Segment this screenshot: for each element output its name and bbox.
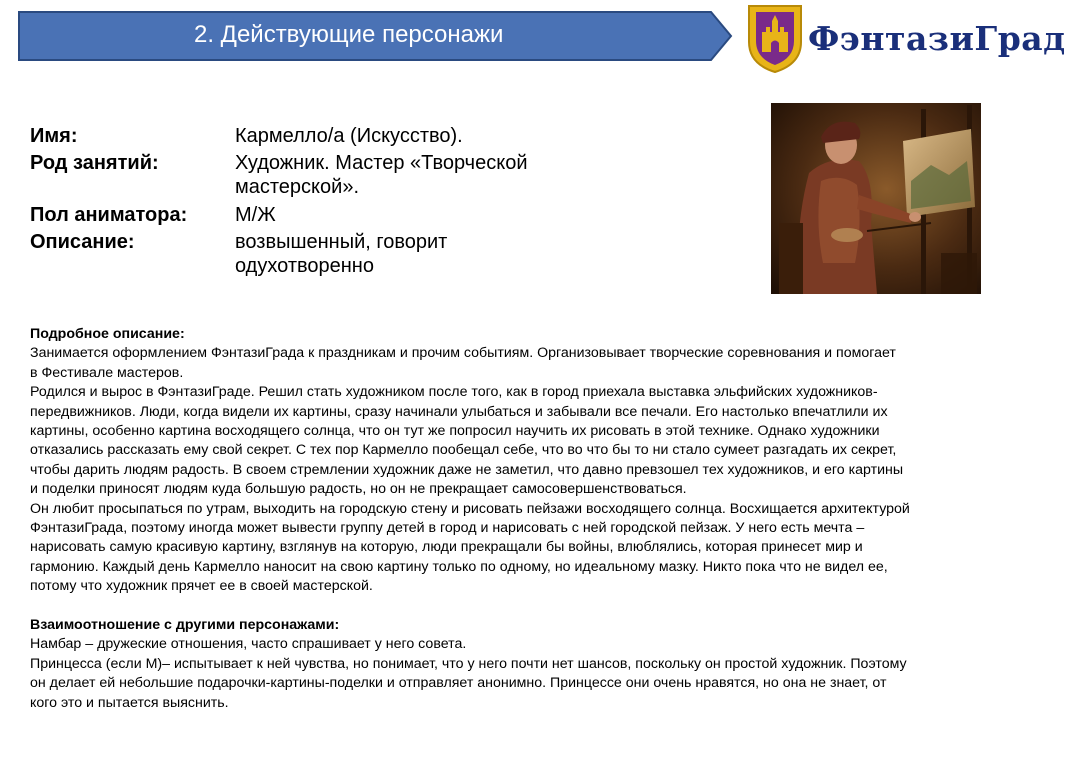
relations-line: Намбар – дружеские отношения, часто спрашивает у него совета. bbox=[30, 636, 467, 653]
details-line: и поделки приносят людям куда большую радость, но он не прекращает самосовершенствоваться. bbox=[30, 481, 687, 498]
name-label: Имя: bbox=[30, 125, 78, 147]
details-line: ФэнтазиГрада, поэтому иногда может вывести группу детей в город и нарисовать с ней городской пейзаж. У него есть мечта – bbox=[30, 520, 865, 537]
artist-painting-image bbox=[771, 103, 981, 294]
occupation-label: Род занятий: bbox=[30, 152, 159, 174]
relations-heading: Взаимоотношение с другими персонажами: bbox=[30, 617, 340, 634]
gender-label: Пол аниматора: bbox=[30, 204, 188, 226]
details-heading: Подробное описание: bbox=[30, 326, 185, 342]
logo-text: ФэнтазиГрад bbox=[808, 19, 1066, 58]
occupation-value-line2: мастерской». bbox=[235, 176, 360, 198]
details-line: передвижников. Люди, когда видели их картины, сразу начинали улыбаться и забывали все печали. Его настолько впечатлили их bbox=[30, 403, 888, 420]
details-line: гармонию. Каждый день Кармелло наносит на свою картину только по одному, но идеальному мазку. Никто пока что не видел ее, bbox=[30, 558, 888, 575]
details-line: чтобы дарить людям радость. В своем стремлении художник даже не заметил, что давно превзошел тех художников, и его картины bbox=[30, 461, 904, 478]
section-spacer bbox=[30, 597, 998, 616]
name-value: Кармелло/а (Искусство). bbox=[235, 125, 463, 147]
details-line: отказались рассказать ему свой секрет. С тех пор Кармелло пообещал себе, что во что бы то ни стало сумеет разгадать их секрет, bbox=[30, 442, 897, 459]
description-label: Описание: bbox=[30, 231, 135, 253]
title-banner bbox=[18, 11, 732, 61]
gender-value: М/Ж bbox=[235, 204, 276, 226]
details-line: потому что художник прячет ее в своей мастерской. bbox=[30, 578, 373, 595]
castle-shield-icon bbox=[745, 2, 805, 74]
details-line: картины, особенно картина восходящего солнца, что он тут же попросил научить их рисовать в этой технике. Однако художники bbox=[30, 423, 880, 440]
gender-row bbox=[30, 203, 590, 227]
description-value-line2: одухотворенно bbox=[235, 255, 374, 277]
details-line: Он любит просыпаться по утрам, выходить на городскую стену и рисовать пейзажи восходящего солнца. Восхищается архитектурой bbox=[30, 500, 910, 517]
details-line: Родился и вырос в ФэнтазиГраде. Решил стать художником после того, как в город приехала выставка эльфийских художников- bbox=[30, 384, 878, 401]
description-row bbox=[30, 230, 590, 278]
description-value-line1: возвышенный, говорит bbox=[235, 231, 448, 253]
occupation-row bbox=[30, 151, 590, 199]
relations-line: Принцесса (если М)– испытывает к ней чувства, но понимает, что у него почти нет шансов, поскольку он простой художник. Поэтому bbox=[30, 655, 907, 672]
fantazigrad-logo bbox=[745, 2, 1066, 76]
occupation-value-line1: Художник. Мастер «Творческой bbox=[235, 152, 528, 174]
relations-line: кого это и пытается выяснить. bbox=[30, 694, 229, 711]
details-line: в Фестивале мастеров. bbox=[30, 364, 184, 381]
details-line: нарисовать самую красивую картину, взглянув на которую, люди прекращали бы войны, влюблялись, которая принесет мир и bbox=[30, 539, 863, 556]
page-title: 2. Действующие персонажи bbox=[194, 21, 504, 48]
name-row bbox=[30, 124, 590, 148]
details-line: Занимается оформлением ФэнтазиГрада к праздникам и прочим событиям. Организовывает творческие соревнования и помогает bbox=[30, 345, 896, 362]
character-info bbox=[30, 124, 590, 278]
detailed-description bbox=[30, 325, 998, 713]
relations-line: он делает ей небольшие подарочки-картины-поделки и отправляет анонимно. Принцессе они очень нравятся, но она не знает, от bbox=[30, 675, 887, 692]
